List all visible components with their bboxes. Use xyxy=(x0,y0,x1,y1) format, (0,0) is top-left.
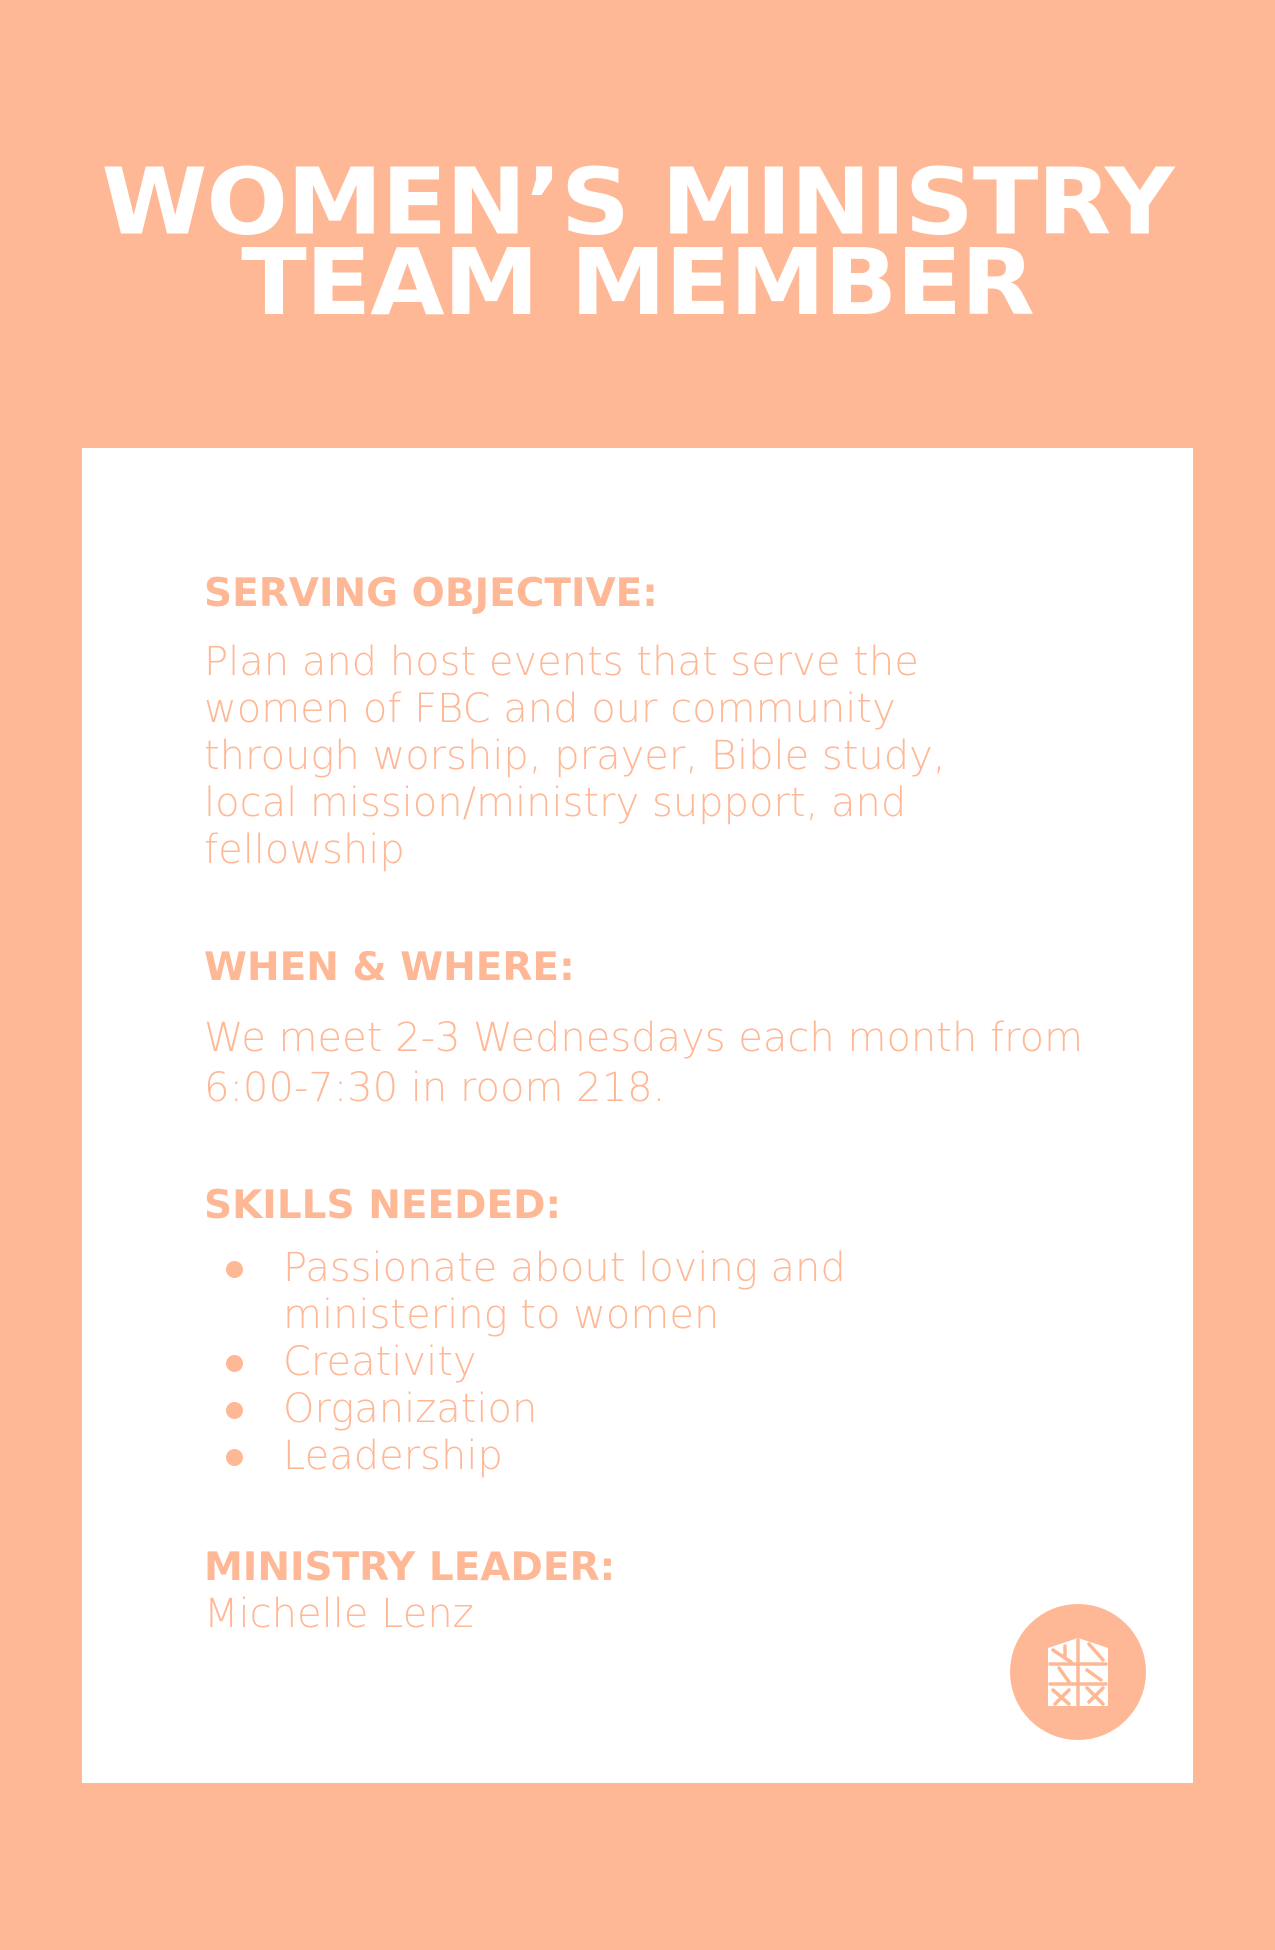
when-where-heading: WHEN & WHERE: xyxy=(204,945,575,990)
title-line-1: WOMEN’S MINISTRY xyxy=(101,147,1174,256)
ministry-leader-heading: MINISTRY LEADER: xyxy=(204,1545,616,1590)
bullet-icon xyxy=(226,1261,243,1278)
list-item xyxy=(204,1386,1024,1433)
list-item xyxy=(204,1433,1024,1480)
title-line-2: TEAM MEMBER xyxy=(241,228,1034,337)
skill-label: Leadership xyxy=(283,1433,503,1479)
church-logo-glyph xyxy=(1045,1634,1111,1710)
list-item xyxy=(204,1339,1024,1386)
skill-label: Passionate about loving and ministering to women xyxy=(283,1245,846,1338)
skills-needed-heading: SKILLS NEEDED: xyxy=(204,1183,562,1228)
page-title xyxy=(0,147,1275,337)
list-item xyxy=(204,1245,1024,1339)
skill-label: Organization xyxy=(283,1386,538,1432)
serving-objective-heading: SERVING OBJECTIVE: xyxy=(204,571,658,616)
when-where-text: We meet 2-3 Wednesdays each month from 6:00-7:30 in room 218. xyxy=(204,1015,1084,1111)
bullet-icon xyxy=(226,1449,243,1466)
church-logo-icon xyxy=(1010,1604,1146,1740)
serving-objective-text: Plan and host events that serve the women of FBC and our community through worship, prayer, Bible study, local mission/ministry support, and fellowship xyxy=(204,639,946,873)
skill-label: Creativity xyxy=(283,1339,477,1385)
bullet-icon xyxy=(226,1402,243,1419)
skills-list xyxy=(204,1245,1024,1480)
info-card xyxy=(82,448,1193,1783)
bullet-icon xyxy=(226,1355,243,1372)
ministry-leader-name: Michelle Lenz xyxy=(204,1591,474,1637)
